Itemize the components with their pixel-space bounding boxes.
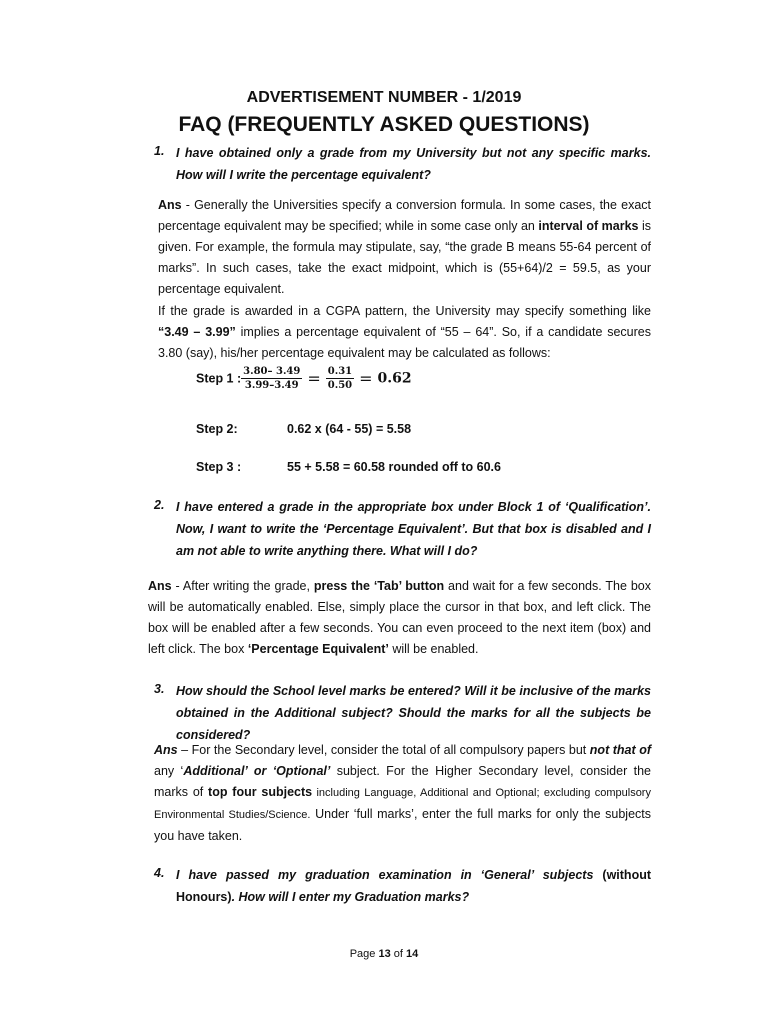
question-4-text-part: (without Honours): [176, 868, 651, 904]
question-number: 3.: [154, 682, 165, 696]
answer-3-paragraph: [154, 740, 651, 847]
answer-text: and wait for a few seconds. The box will be automatically enabled. Else, simply place the cursor in that box, and left click. The box will be enabled after a few seconds. You can even proceed to the next item (box) and left click. The box: [148, 579, 651, 656]
answer-text: is given. For example, the formula may stipulate, say, “the grade B means 55-64 percent of marks”. In such cases, take the exact midpoint, which is (55+64)/2 = 59.5, as your percentage equivalent.: [158, 219, 652, 296]
answer-bold-italic-text: not that of: [589, 743, 652, 757]
footer-of-word: of: [390, 948, 407, 960]
answer-text: - Generally the Universities specify a conversion formula. In some cases, the exact percentage equivalent may be specified; while in some case only an: [158, 198, 651, 233]
answer-1-paragraph-2: [158, 301, 651, 364]
answer-text: implies a percentage equivalent of “55 – 64”. So, if a candidate secures 3.80 (say), his/her percentage equivalent may be calculated as follows:: [158, 325, 651, 360]
step-1-label: Step 1 :: [196, 371, 242, 386]
page-number: 13: [378, 948, 391, 960]
step-3-label: Step 3 :: [196, 460, 242, 474]
answer-text: any ‘: [154, 764, 184, 778]
answer-label: Ans: [154, 743, 178, 757]
answer-bold-text: ‘Percentage Equivalent’: [247, 642, 389, 656]
fraction-2-denominator: 0.50: [327, 380, 353, 391]
page-footer: [0, 948, 768, 960]
fraction-2: [326, 366, 354, 391]
fraction-1-numerator: 3.80– 3.49: [243, 366, 301, 377]
fraction-1: [241, 366, 302, 391]
page-title: FAQ (FREQUENTLY ASKED QUESTIONS): [178, 113, 590, 136]
advertisement-number: ADVERTISEMENT NUMBER - 1/2019: [246, 89, 522, 106]
step-2-label: Step 2:: [196, 422, 238, 436]
fraction-1-denominator: 3.99–3.49: [244, 380, 299, 391]
page-total: 14: [406, 948, 419, 960]
question-2-text: I have entered a grade in the appropriate box under Block 1 of ‘Qualification’. Now, I want to write the ‘Percentage Equivalent’. But that box is disabled and I am not able to write anything there. What will I do?: [176, 500, 651, 558]
answer-small-text: including Language, Additional and Optional; excluding compulsory Environmental Studies/Science.: [154, 787, 651, 821]
question-number: 2.: [154, 498, 165, 512]
question-1-text: I have obtained only a grade from my University but not any specific marks. How will I write the percentage equivalent?: [176, 146, 651, 182]
question-3-text: How should the School level marks be entered? Will it be inclusive of the marks obtained in the Additional subject? Should the marks for all the subjects be considered?: [176, 684, 651, 742]
step-1-result: 0.62: [377, 370, 412, 387]
answer-text: – For the Secondary level, consider the total of all compulsory papers but: [177, 743, 590, 757]
answer-text: If the grade is awarded in a CGPA pattern, the University may specify something like: [158, 304, 651, 318]
answer-bold-text: press the ‘Tab’ button: [313, 579, 445, 593]
answer-bold-text: interval of marks: [538, 219, 639, 233]
equals-sign: =: [359, 369, 373, 388]
question-number: 1.: [154, 144, 165, 158]
answer-text: subject. For the Higher Secondary level, consider the marks of: [154, 764, 651, 799]
fraction-2-numerator: 0.31: [327, 366, 353, 377]
question-4-text: [176, 864, 651, 908]
answer-label: Ans: [148, 579, 172, 593]
question-4-text-part: I have passed my graduation examination in ‘General’ subjects: [176, 868, 603, 882]
footer-page-word: Page: [349, 948, 379, 960]
answer-text: Under ‘full marks’, enter the full marks for only the subjects you have taken.: [154, 807, 652, 843]
answer-1-paragraph-1: [158, 195, 651, 300]
equals-sign: =: [307, 369, 321, 388]
answer-bold-text: top four subjects: [208, 785, 313, 799]
answer-text: will be enabled.: [388, 642, 479, 656]
answer-label: Ans: [158, 198, 182, 212]
question-4-text-part: . How will I enter my Graduation marks?: [231, 890, 470, 904]
step-3-text: 55 + 5.58 = 60.58 rounded off to 60.6: [287, 460, 501, 474]
question-number: 4.: [154, 866, 165, 880]
step-2-text: 0.62 x (64 - 55) = 5.58: [287, 422, 412, 436]
answer-2-paragraph: [148, 576, 651, 660]
answer-text: - After writing the grade,: [171, 579, 314, 593]
answer-bold-italic-text: Additional’ or ‘Optional’: [183, 764, 331, 778]
answer-bold-text: “3.49 – 3.99”: [158, 325, 236, 339]
step-1-formula: [196, 366, 412, 391]
